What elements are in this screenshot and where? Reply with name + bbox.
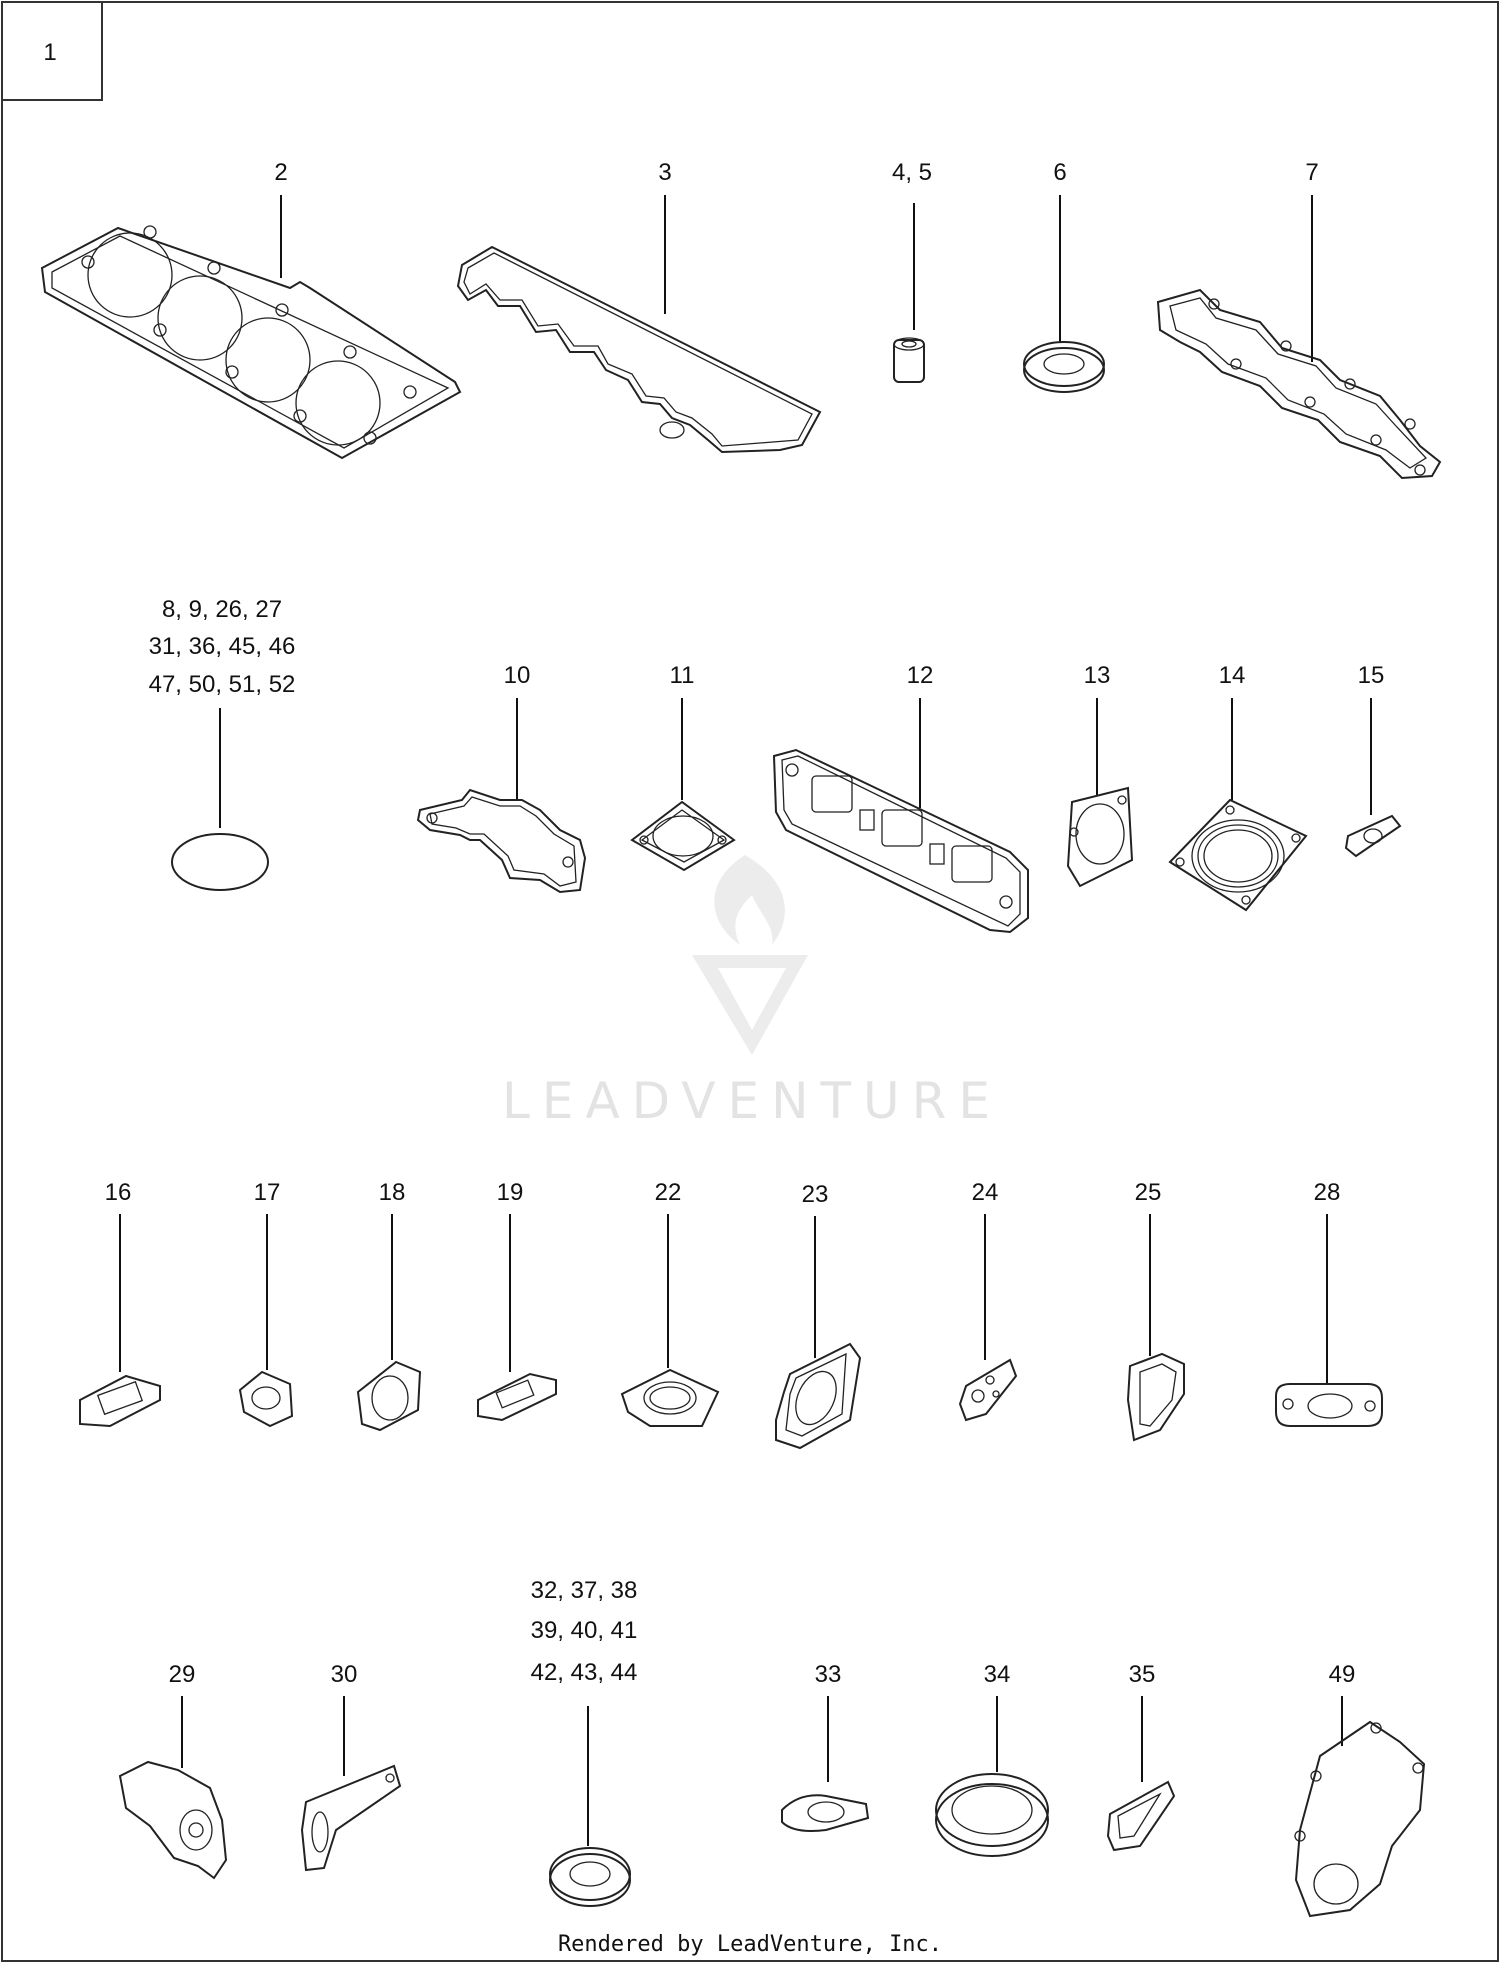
part-32-washer[interactable] bbox=[550, 1848, 630, 1906]
svg-text:14: 14 bbox=[1218, 662, 1246, 689]
callout-35[interactable] bbox=[1129, 1661, 1156, 1782]
svg-text:18: 18 bbox=[378, 1179, 406, 1206]
part-24-gasket[interactable] bbox=[960, 1360, 1016, 1420]
part-6-oil-seal[interactable] bbox=[1024, 342, 1104, 392]
svg-text:25: 25 bbox=[1134, 1179, 1162, 1206]
svg-text:7: 7 bbox=[1305, 159, 1319, 186]
svg-text:34: 34 bbox=[983, 1661, 1011, 1688]
part-28-gasket[interactable] bbox=[1276, 1384, 1382, 1426]
svg-text:23: 23 bbox=[801, 1181, 829, 1208]
part-10-gasket[interactable] bbox=[418, 790, 585, 892]
part-8-o-ring[interactable] bbox=[172, 834, 268, 890]
footer-credit: Rendered by LeadVenture, Inc. bbox=[557, 1932, 943, 1957]
svg-text:16: 16 bbox=[104, 1179, 132, 1206]
part-34-oil-seal[interactable] bbox=[936, 1774, 1048, 1856]
callout-17[interactable] bbox=[254, 1179, 281, 1370]
svg-text:49: 49 bbox=[1328, 1661, 1356, 1688]
part-7-manifold-gasket[interactable] bbox=[1158, 290, 1440, 478]
callout-14[interactable] bbox=[1219, 662, 1246, 800]
svg-text:30: 30 bbox=[330, 1661, 358, 1688]
watermark-flame-icon bbox=[714, 855, 785, 945]
callout-33[interactable] bbox=[815, 1661, 842, 1782]
part-14-gasket[interactable] bbox=[1170, 800, 1306, 910]
part-2-cylinder-head-gasket[interactable] bbox=[42, 226, 460, 458]
callout-29[interactable] bbox=[169, 1661, 196, 1768]
part-33-gasket[interactable] bbox=[782, 1795, 868, 1831]
svg-text:39, 40, 41: 39, 40, 41 bbox=[530, 1617, 638, 1644]
callout-24[interactable] bbox=[972, 1179, 999, 1360]
callout-13[interactable] bbox=[1084, 662, 1111, 795]
svg-text:28: 28 bbox=[1313, 1179, 1341, 1206]
svg-text:29: 29 bbox=[168, 1661, 196, 1688]
callout-22[interactable] bbox=[655, 1179, 682, 1368]
svg-text:10: 10 bbox=[503, 662, 531, 689]
svg-text:13: 13 bbox=[1083, 662, 1111, 689]
svg-text:17: 17 bbox=[253, 1179, 281, 1206]
watermark-text: LEADVENTURE bbox=[502, 1072, 1002, 1130]
callout-6[interactable] bbox=[1053, 159, 1066, 343]
svg-text:15: 15 bbox=[1357, 662, 1385, 689]
watermark bbox=[502, 855, 1002, 1130]
svg-text:35: 35 bbox=[1128, 1661, 1156, 1688]
part-30-gasket[interactable] bbox=[302, 1766, 400, 1870]
callout-16[interactable] bbox=[105, 1179, 132, 1372]
diagram-frame bbox=[2, 2, 1498, 1961]
svg-text:22: 22 bbox=[654, 1179, 682, 1206]
svg-text:33: 33 bbox=[814, 1661, 842, 1688]
callout-18[interactable] bbox=[379, 1179, 406, 1360]
svg-text:47, 50, 51, 52: 47, 50, 51, 52 bbox=[148, 671, 296, 698]
part-4-5-valve-stem-seal[interactable] bbox=[894, 338, 924, 382]
svg-text:11: 11 bbox=[669, 662, 695, 689]
callout-12[interactable] bbox=[907, 662, 934, 808]
svg-text:42, 43, 44: 42, 43, 44 bbox=[530, 1659, 638, 1686]
watermark-v-logo-icon bbox=[692, 955, 808, 1055]
svg-text:4, 5: 4, 5 bbox=[891, 159, 933, 186]
part-17-gasket[interactable] bbox=[240, 1372, 292, 1426]
part-19-gasket[interactable] bbox=[478, 1374, 556, 1420]
svg-text:6: 6 bbox=[1053, 159, 1067, 186]
callout-49[interactable] bbox=[1329, 1661, 1356, 1746]
callout-28[interactable] bbox=[1314, 1179, 1341, 1384]
part-35-gasket[interactable] bbox=[1108, 1782, 1174, 1850]
svg-text:19: 19 bbox=[496, 1179, 524, 1206]
callout-15[interactable] bbox=[1358, 662, 1385, 815]
part-18-gasket[interactable] bbox=[358, 1362, 420, 1430]
callout-23[interactable] bbox=[802, 1181, 829, 1358]
figure-number: 1 bbox=[43, 39, 57, 66]
part-49-gasket[interactable] bbox=[1295, 1722, 1424, 1916]
callout-32-group[interactable] bbox=[531, 1577, 638, 1846]
svg-text:31, 36, 45, 46: 31, 36, 45, 46 bbox=[148, 633, 296, 660]
svg-text:24: 24 bbox=[971, 1179, 999, 1206]
svg-text:32, 37, 38: 32, 37, 38 bbox=[530, 1577, 638, 1604]
part-12-exhaust-manifold-gasket[interactable] bbox=[774, 750, 1028, 932]
part-13-gasket[interactable] bbox=[1068, 788, 1132, 886]
part-22-gasket[interactable] bbox=[622, 1370, 718, 1426]
svg-text:2: 2 bbox=[274, 159, 288, 186]
callout-8-group[interactable] bbox=[149, 596, 296, 828]
callout-10[interactable] bbox=[504, 662, 531, 800]
figure-number-box bbox=[2, 2, 102, 100]
part-23-gasket[interactable] bbox=[776, 1344, 860, 1448]
part-16-gasket[interactable] bbox=[80, 1376, 160, 1426]
part-11-gasket[interactable] bbox=[632, 802, 734, 870]
callout-11[interactable] bbox=[670, 662, 695, 800]
callout-3[interactable] bbox=[658, 159, 671, 314]
svg-text:8, 9, 26, 27: 8, 9, 26, 27 bbox=[161, 596, 283, 623]
callout-34[interactable] bbox=[984, 1661, 1011, 1772]
part-15-gasket[interactable] bbox=[1346, 816, 1400, 856]
part-25-gasket[interactable] bbox=[1128, 1354, 1184, 1440]
callout-4-5[interactable] bbox=[892, 159, 932, 330]
callout-25[interactable] bbox=[1135, 1179, 1162, 1356]
part-3-valve-cover-gasket[interactable] bbox=[458, 247, 820, 452]
svg-text:12: 12 bbox=[906, 662, 934, 689]
svg-text:3: 3 bbox=[658, 159, 672, 186]
callout-30[interactable] bbox=[331, 1661, 358, 1776]
part-29-gasket[interactable] bbox=[120, 1762, 226, 1878]
callout-2[interactable] bbox=[274, 159, 287, 278]
callout-7[interactable] bbox=[1305, 159, 1318, 362]
callout-19[interactable] bbox=[497, 1179, 524, 1372]
